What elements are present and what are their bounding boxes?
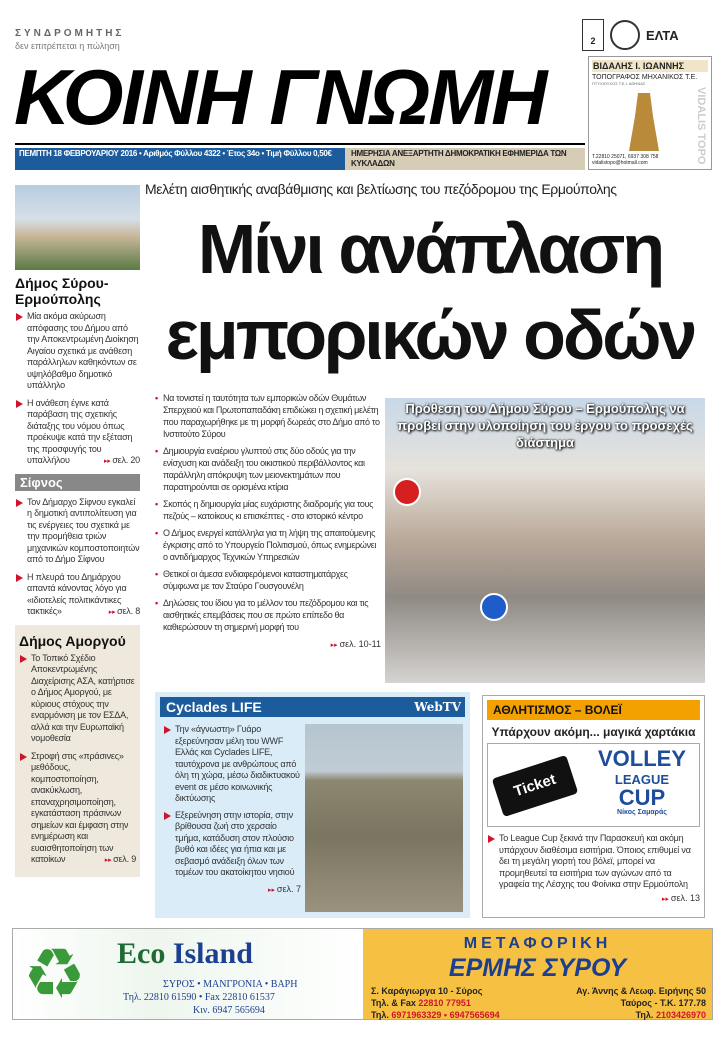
ad-contact: T.22810 25071, 6937 308 758 vidalistopo@hotmail.com	[592, 154, 659, 166]
eco-island-ad[interactable]	[13, 929, 363, 1019]
page-ref[interactable]: ▸▸ σελ. 13	[662, 893, 700, 903]
elta-logo: ΕΛΤΑ	[646, 27, 679, 43]
page-ref[interactable]: ▸▸ σελ. 7	[268, 884, 301, 894]
issue-bar	[15, 148, 585, 170]
volley-cup-image	[487, 743, 700, 827]
logo-text: Νίκος Σαμαράς	[617, 809, 667, 816]
eco-places: ΣΥΡΟΣ • ΜΑΝΓΡΟΝΙΑ • ΒΑΡΗ	[163, 979, 298, 990]
list-item: Μία ακόμα ακύρωση απόφασης του Δήμου από την Αποκεντρωμένη Διοίκηση Αιγαίου σχετικά με ανάθεση παράλληλων καθηκόντων σε υψηλόβαθμο δημοτικό υπάλληλο	[15, 311, 140, 392]
page-ref-row	[487, 893, 700, 905]
page-ref[interactable]: ▸▸ σελ. 10-11	[331, 639, 381, 649]
cyclades-title[interactable]: Cyclades LIFE	[166, 699, 262, 715]
ermis-line2: ΕΡΜΗΣ ΣΥΡΟΥ	[448, 954, 627, 982]
list-item-text: Στροφή στις «πράσινες» μεθόδους, κομποστοποίηση, ανακύκλωση, επαναχρησιμοποίηση, εγκατάσταση πράσινων σημείων και έμφαση στην ενημέρωση και ευαισθητοποίηση των κατοίκων	[31, 750, 129, 864]
surveyor-ad[interactable]	[588, 56, 712, 170]
cyclades-text	[163, 724, 301, 896]
ermis-ad[interactable]	[363, 929, 712, 1019]
label: Τηλ. & Fax	[371, 998, 416, 1008]
eco-name: Eco	[117, 937, 166, 970]
amorgos-title[interactable]: Δήμος Αμοργού	[19, 632, 126, 649]
bottom-ads	[12, 928, 713, 1020]
left-column	[15, 185, 140, 877]
page-ref[interactable]: ▸▸ σελ. 8	[109, 606, 140, 619]
list-item	[15, 398, 140, 468]
list-item	[19, 751, 136, 867]
list-item: Την «άγνωστη» Γυάρο εξερεύνησαν μέλη του WWF Ελλάς και Cyclades LIFE, ταυτόχρονα με ανθρώπους από όλη τη χώρα, μέσω διαδικτυακού event σε μέσο κοινωνικής δικτύωσης	[163, 724, 301, 805]
list-item-text: Η ανάθεση έγινε κατά παράβαση της σχετικής διάταξης του νόμου όπως προέκυψε κατά την εξέταση της προσφυγής του υπαλλήλου	[27, 397, 133, 465]
list-item: • Σκοπός η δημιουργία μίας ευχάριστης διαδρομής για τους πεζούς – κατοίκους κι επισκέπτες - στο ιστορικό κέντρο	[155, 498, 381, 522]
list-item: • Να τονιστεί η ταυτότητα των εμπορικών οδών Θυμάτων Σπερχειού και Πρωτοπαπαδάκη επιδιώκει η σχετική μελέτη που παραχωρήθηκε με τη μορφή δωρεάς στο Δήμο από το Ινστιτούτο Σύρου	[155, 392, 381, 440]
ad-name: ΒΙΔΑΛΗΣ Ι. ΙΩΑΝΝΗΣ	[592, 60, 708, 72]
logo-text: VOLLEY	[597, 746, 686, 771]
page-ref[interactable]: ▸▸ σελ. 20	[104, 455, 140, 468]
sifnos-title[interactable]: Σίφνος	[15, 474, 140, 491]
ermis-left-contacts	[371, 985, 500, 1021]
ticket-icon: Ticket	[492, 755, 579, 817]
webtv-badge: WebTV	[414, 700, 461, 714]
ermis-right-contacts	[576, 985, 706, 1021]
postal-logos	[582, 18, 712, 52]
lead-kicker: Μελέτη αισθητικής αναβάθμισης και βελτίωσης του πεζόδρομου της Ερμούπολης	[145, 181, 617, 197]
amorgos-box	[15, 625, 140, 877]
not-for-sale-label: δεν επιτρέπεται η πώληση	[15, 41, 120, 51]
label: Τηλ.	[371, 1010, 389, 1020]
town-hall-photo	[15, 185, 140, 270]
surveyor-figure-icon	[629, 93, 659, 151]
lead-headline-2[interactable]: εμπορικών οδών	[165, 296, 695, 374]
issue-info: ΠΕΜΠΤΗ 18 ΦΕΒΡΟΥΑΡΙΟΥ 2016 • Αριθμός Φύλλου 4322 • Έτος 34ο • Τιμή Φύλλου 0,50€	[15, 148, 345, 170]
ad-title: ΤΟΠΟΓΡΑΦΟΣ ΜΗΧΑΝΙΚΟΣ Τ.Ε.	[592, 74, 698, 81]
eco-mobile: Κιν. 6947 565694	[193, 1005, 265, 1016]
list-item: • Δημιουργία εναέριου γλυπτού στις δύο οδούς για την ενίσχυση και ανάδειξη του οικιστικού περιβάλλοντος και παράλληλη απόκρυψη των μειονεκτημάτων που παρατηρούνται σε ορισμένα κτίρια	[155, 445, 381, 493]
ermis-address-3: Ταύρος - Τ.Κ. 177.78	[620, 998, 706, 1008]
ermis-address-2: Αγ. Άννης & Λεωφ. Ειρήνης 50	[576, 986, 706, 996]
ad-subtitle: ΠΤΥΧΙΟΥΧΟΣ Τ.Ε.Ι. ΑΘΗΝΑΣ	[592, 81, 646, 86]
list-item	[15, 572, 140, 619]
lead-bullets	[155, 392, 381, 652]
ermis-address: Σ. Καράγιωργα 10 - Σύρος	[371, 986, 483, 996]
list-item: • Δηλώσεις του ίδιου για το μέλλον του πεζόδρομου και τις αισθητικές επεμβάσεις που σε πρώτο επίπεδο θα καθιερώσουν τη σημερινή μορφή του	[155, 597, 381, 633]
ermis-fax: 22810 77951	[418, 998, 471, 1008]
divider	[15, 143, 585, 145]
island-name: Island	[172, 937, 253, 970]
seal-icon	[610, 20, 640, 50]
list-item: • Ο Δήμος ενεργεί κατάλληλα για τη λήψη της απαιτούμενης έγκρισης από το Υπουργείο Πολιτισμού, όπως ενημερώνει ο αντιδήμαρχος Τεχνικών Υπηρεσιών	[155, 527, 381, 563]
recycle-icon: ♻	[23, 935, 86, 1013]
sports-title[interactable]: Υπάρχουν ακόμη... μαγικά χαρτάκια	[491, 725, 696, 739]
list-item: Το Τοπικό Σχέδιο Αποκεντρωμένης Διαχείρισης ΑΣΑ, κατήρτισε ο Δήμος Αμοργού, με κύριους στόχους την εναρμόνιση με τον ΕΣΔΑ, αλλά και την Ευρωπαϊκή νομοθεσία	[19, 653, 136, 745]
ermis-line1: ΜΕΤΑΦΟΡΙΚΗ	[463, 935, 612, 952]
eco-logo	[117, 937, 253, 971]
sports-box	[482, 695, 705, 918]
list-item: Τον Δήμαρχο Σίφνου εγκαλεί η δημοτική αντιπολίτευση για τις ενέργειες του σχετικά με την προμήθεια τριών μηχανικών κομποστοποιητών από το Δήμο Σίφνου	[15, 497, 140, 566]
postage-paid-icon	[582, 19, 604, 51]
page-ref[interactable]: ▸▸ σελ. 9	[105, 854, 136, 867]
ad-brand: VIDALIS TOPO	[695, 87, 707, 165]
cyclades-header	[160, 697, 465, 717]
list-item-text: Η πλευρά του Δημάρχου απαντά κάνοντας λόγο για «ιδιοτελείς πολιτικάντικες τακτικές»	[27, 571, 127, 616]
logo-text: LEAGUE	[614, 772, 670, 787]
page-ref-row	[163, 884, 301, 896]
lead-headline-1[interactable]: Μίνι ανάπλαση	[197, 210, 663, 288]
volley-logo	[583, 746, 701, 816]
syros-title[interactable]: Δήμος Σύρου-Ερμούπολης	[15, 275, 109, 307]
list-item: Το League Cup ξεκινά την Παρασκευή και ακόμη υπάρχουν διαθέσιμα εισιτήρια. Όποιος επιθυμεί να δει τη μεγάλη γιορτή του βόλεϊ, μπορεί να προμηθευτεί τα εισιτήρια των αγώνων από τα γραφεία της Λέσχης του Φοίνικα στην Ερμούπολη	[487, 833, 700, 891]
no-entry-sign-icon	[393, 478, 421, 506]
list-item: Εξερεύνηση στην ιστορία, στην βρίθουσα ζωή στο χερσαίο τμήμα, κατάδυση στον πλούσιο βυθό και ιδέες για ήπια και με σεβασμό ανάδειξη όλων των τομέων του ακατοίκητου νησιού	[163, 810, 301, 879]
sports-section: ΑΘΛΗΤΙΣΜΟΣ – ΒΟΛΕΪ	[487, 700, 700, 720]
tagline: ΗΜΕΡΗΣΙΑ ΑΝΕΞΑΡΤΗΤΗ ΔΗΜΟΚΡΑΤΙΚΗ ΕΦΗΜΕΡΙΔΑ ΤΩΝ ΚΥΚΛΑΔΩΝ	[345, 148, 585, 170]
subscriber-label: ΣΥΝΔΡΟΜΗΤΗΣ	[15, 28, 125, 39]
photo-caption: Πρόθεση του Δήμου Σύρου – Ερμούπολης να προβεί στην υλοποίηση του έργου το προσεχές διάστημα	[397, 401, 693, 450]
eco-phones: Τηλ. 22810 61590 • Fax 22810 61537	[123, 992, 275, 1003]
postage-number: 2	[590, 36, 596, 46]
street-photo	[385, 398, 705, 683]
page-ref-row	[155, 638, 381, 652]
cyclades-life-box	[155, 692, 470, 918]
ermis-tel-2: 2103426970	[655, 1010, 706, 1020]
logo-text: CUP	[618, 785, 666, 810]
ermis-tel: 6971963329 • 6947565694	[391, 1010, 500, 1020]
bike-sign-icon	[480, 593, 508, 621]
hiker-photo	[305, 724, 463, 912]
list-item: • Θετικοί οι άμεσα ενδιαφερόμενοι καταστηματάρχες σύμφωνα με τον Σταύρο Γουσγουνέλη	[155, 568, 381, 592]
masthead-title: ΚΟΙΝΗ ΓΝΩΜΗ	[14, 53, 546, 141]
label: Τηλ.	[635, 1010, 654, 1020]
